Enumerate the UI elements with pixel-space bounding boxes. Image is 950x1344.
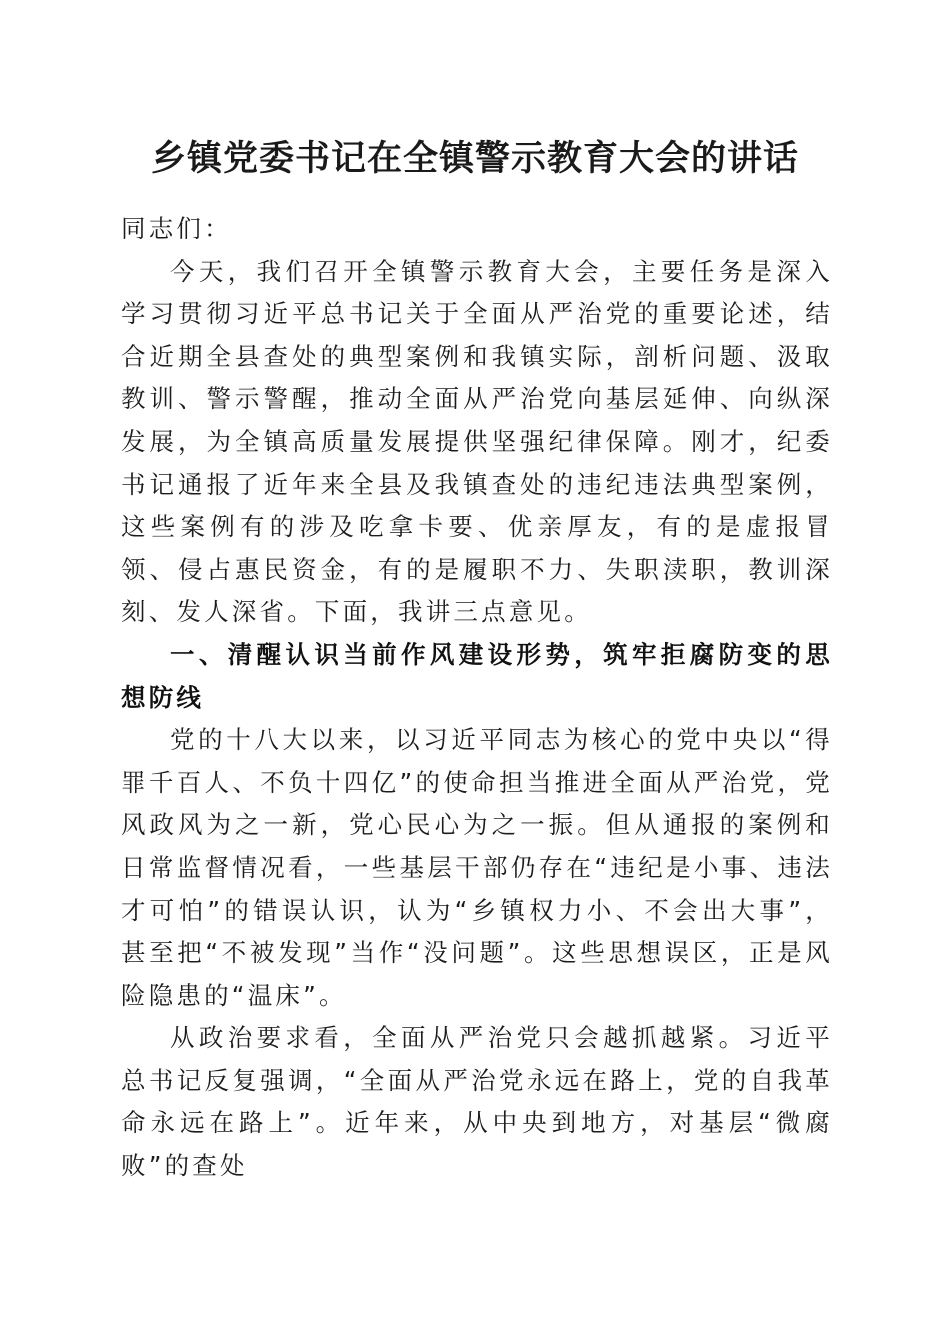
- paragraph-section1-2: 从政治要求看，全面从严治党只会越抓越紧。习近平总书记反复强调，“全面从严治党永远在路上，党的自我革命永远在路上”。近年来，从中央到地方，对基层“微腐败”的查处: [121, 1023, 833, 1181]
- paragraph-section1-1: 党的十八大以来，以习近平同志为核心的党中央以“得罪千百人、不负十四亿”的使命担当推进全面从严治党，党风政风为之一新，党心民心为之一振。但从通报的案例和日常监督情况看，一些基层干部仍存在“违纪是小事、违法才可怕”的错误认识，认为“乡镇权力小、不会出大事”，甚至把“不被发现”当作“没问题”。这些思想误区，正是风险隐患的“温床”。: [121, 725, 833, 1010]
- section-heading-1: 一、清醒认识当前作风建设形势，筑牢拒腐防变的思想防线: [121, 639, 833, 712]
- document-title: 乡镇党委书记在全镇警示教育大会的讲话: [150, 138, 799, 179]
- salutation: 同志们：: [121, 214, 232, 243]
- paragraph-intro: 今天，我们召开全镇警示教育大会，主要任务是深入学习贯彻习近平总书记关于全面从严治党的重要论述，结合近期全县查处的典型案例和我镇实际，剖析问题、汲取教训、警示警醒，推动全面从严治党向基层延伸、向纵深发展，为全镇高质量发展提供坚强纪律保障。刚才，纪委书记通报了近年来全县及我镇查处的违纪违法典型案例，这些案例有的涉及吃拿卡要、优亲厚友，有的是虚报冒领、侵占惠民资金，有的是履职不力、失职渎职，教训深刻、发人深省。下面，我讲三点意见。: [121, 256, 833, 627]
- document-body: [121, 208, 833, 1188]
